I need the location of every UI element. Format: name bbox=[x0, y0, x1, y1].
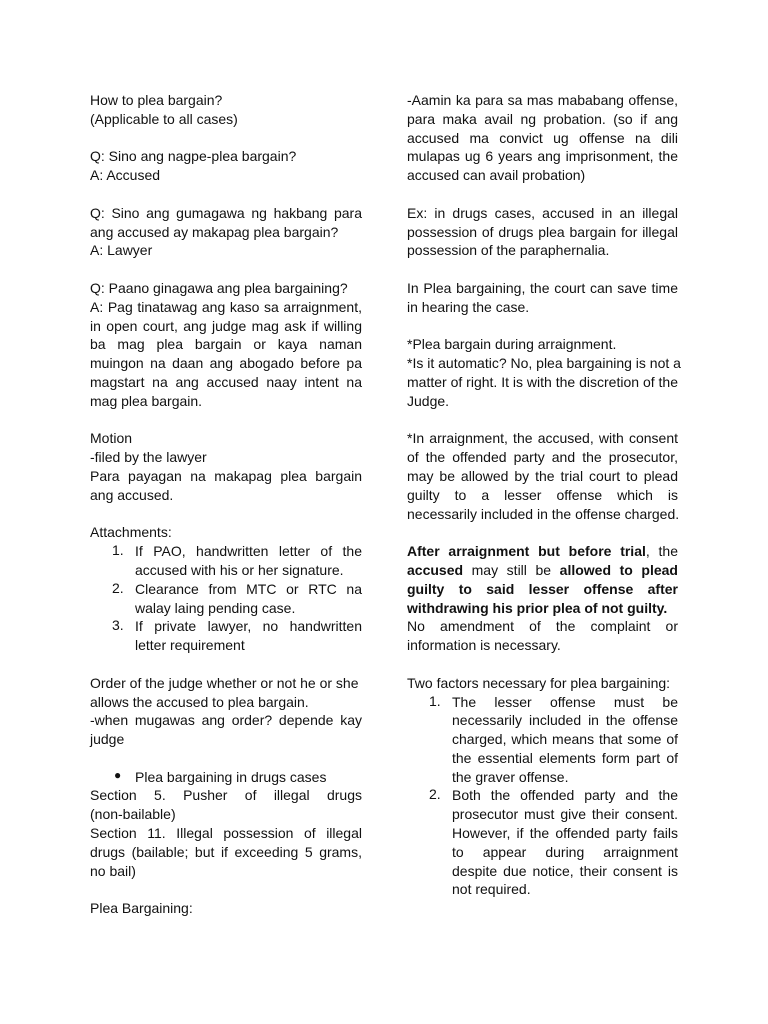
factor-line: necessarily included in the offense bbox=[452, 712, 678, 729]
automatic-line: matter of right. It is with the discretion of the bbox=[407, 373, 678, 390]
factor-line: charged, which means that some of bbox=[452, 731, 678, 748]
factor-line: However, if the offended party fails bbox=[452, 825, 678, 842]
question-2-line-2: ang accused ay makapag plea bargain? bbox=[90, 223, 339, 240]
consent-line: guilty to a lesser offense which is bbox=[407, 486, 678, 503]
attachment-item bbox=[90, 617, 362, 655]
after-arraignment-bold: After arraignment but before trial bbox=[407, 543, 646, 560]
factor-item bbox=[407, 693, 678, 787]
section-11-line: no bail) bbox=[90, 862, 136, 879]
applicable-note: (Applicable to all cases) bbox=[90, 110, 238, 127]
drugs-bullet-item bbox=[90, 768, 362, 787]
order-line: allows the accused to plea bargain. bbox=[90, 693, 309, 710]
attachment-number: 1. bbox=[112, 542, 124, 559]
plea-bargaining-heading: Plea Bargaining: bbox=[90, 900, 193, 917]
factor-item bbox=[407, 786, 678, 899]
attachment-number: 2. bbox=[112, 579, 124, 596]
how-to-heading: How to plea bargain? bbox=[90, 92, 223, 108]
motion-heading: Motion bbox=[90, 430, 133, 447]
section-5-line: Section 5. Pusher of illegal drugs bbox=[90, 787, 362, 804]
section-11-line: drugs (bailable; but if exceeding 5 grams, bbox=[90, 843, 362, 860]
answer-3-line: mag plea bargain. bbox=[90, 392, 203, 409]
factor-number: 2. bbox=[429, 786, 441, 803]
automatic-line: *Is it automatic? No, plea bargaining is not a bbox=[407, 355, 681, 372]
factor-line: not required. bbox=[452, 881, 531, 898]
answer-3-line: A: Pag tinatawag ang kaso sa arraignment, bbox=[90, 298, 362, 315]
attachments-heading: Attachments: bbox=[90, 524, 172, 541]
during-arraignment-note: *Plea bargain during arraignment. bbox=[407, 336, 617, 353]
attachment-line: If private lawyer, no handwritten bbox=[135, 618, 362, 635]
aamin-line: -Aamin ka para sa mas mababang offense, bbox=[407, 92, 678, 108]
question-1: Q: Sino ang nagpe-plea bargain? bbox=[90, 148, 297, 165]
question-2-line-1: Q: Sino ang gumagawa ng hakbang para bbox=[90, 204, 362, 221]
question-3: Q: Paano ginagawa ang plea bargaining? bbox=[90, 279, 348, 296]
bullet-icon: ● bbox=[114, 767, 122, 782]
example-line: possession of drugs plea bargain for illegal bbox=[407, 223, 678, 240]
consent-line: necessarily included in the offense charged. bbox=[407, 505, 680, 522]
court-line: in hearing the case. bbox=[407, 298, 530, 315]
two-factors-heading: Two factors necessary for plea bargaining: bbox=[407, 674, 671, 691]
answer-1: A: Accused bbox=[90, 167, 161, 184]
no-amendment-line: No amendment of the complaint or bbox=[407, 618, 678, 635]
accused-allowed-line bbox=[407, 561, 678, 580]
motion-purpose-line-2: ang accused. bbox=[90, 486, 174, 503]
factor-line: Both the offended party and the bbox=[452, 787, 678, 804]
bullet-text: Plea bargaining in drugs cases bbox=[135, 768, 327, 785]
attachment-line: If PAO, handwritten letter of the bbox=[135, 543, 362, 560]
aamin-line: accused ma convict ug offense na dili bbox=[407, 129, 678, 146]
factor-line: the essential elements form part of bbox=[452, 749, 678, 766]
answer-3-line: muingon na daan ang abogado before pa bbox=[90, 355, 362, 372]
section-5-line: (non-bailable) bbox=[90, 806, 176, 823]
order-line: judge bbox=[90, 731, 125, 748]
guilty-lesser-line: guilty to said lesser offense after bbox=[407, 580, 678, 597]
factor-line: to appear during arraignment bbox=[452, 843, 678, 860]
aamin-line: accused can avail probation) bbox=[407, 167, 586, 184]
factor-line: the graver offense. bbox=[452, 768, 569, 785]
answer-3-line: in open court, ang judge mag ask if willing bbox=[90, 317, 362, 334]
allowed-bold: allowed to plead bbox=[559, 561, 678, 578]
example-line: Ex: in drugs cases, accused in an illegal bbox=[407, 204, 678, 221]
consent-line: of the offended party and the prosecutor, bbox=[407, 449, 678, 466]
withdrawing-line: withdrawing his prior plea of not guilty. bbox=[407, 599, 668, 616]
factor-line: despite due notice, their consent is bbox=[452, 862, 678, 879]
example-line: possession of the paraphernalia. bbox=[407, 242, 610, 259]
consent-line: may be allowed by the trial court to plead bbox=[407, 467, 678, 484]
accused-bold: accused bbox=[407, 561, 464, 578]
aamin-line: mulapas ug 6 years ang imprisonment, the bbox=[407, 148, 678, 165]
after-arraignment-line bbox=[407, 542, 678, 561]
consent-line: *In arraignment, the accused, with consent bbox=[407, 430, 678, 447]
automatic-line: Judge. bbox=[407, 392, 450, 409]
attachment-line: accused with his or her signature. bbox=[135, 561, 344, 578]
answer-3-line: ba mag plea bargain or kaya naman bbox=[90, 336, 362, 353]
attachment-item bbox=[90, 580, 362, 618]
factor-number: 1. bbox=[429, 692, 441, 709]
left-column bbox=[90, 91, 362, 918]
attachment-item bbox=[90, 542, 362, 580]
may-still-text: may still be bbox=[463, 561, 560, 578]
motion-purpose-line-1: Para payagan na makapag plea bargain bbox=[90, 467, 362, 484]
no-amendment-line: information is necessary. bbox=[407, 637, 561, 654]
attachment-line: Clearance from MTC or RTC na bbox=[135, 580, 362, 597]
factor-line: prosecutor must give their consent. bbox=[452, 806, 678, 823]
right-column bbox=[407, 91, 681, 899]
filed-by-note: -filed by the lawyer bbox=[90, 449, 207, 466]
section-11-line: Section 11. Illegal possession of illegal bbox=[90, 825, 362, 842]
order-line: -when mugawas ang order? depende kay bbox=[90, 712, 362, 729]
after-arraignment-rest: , the bbox=[645, 543, 678, 560]
order-line: Order of the judge whether or not he or she bbox=[90, 674, 359, 691]
aamin-line: para maka avail ng probation. (so if ang bbox=[407, 110, 678, 127]
factor-line: The lesser offense must be bbox=[452, 693, 678, 710]
attachment-line: walay laing pending case. bbox=[135, 599, 296, 616]
court-line: In Plea bargaining, the court can save time bbox=[407, 279, 678, 296]
attachment-line: letter requirement bbox=[135, 637, 245, 654]
attachment-number: 3. bbox=[112, 617, 124, 634]
answer-2: A: Lawyer bbox=[90, 242, 153, 259]
answer-3-line: magstart na ang accused naay intent na bbox=[90, 373, 362, 390]
